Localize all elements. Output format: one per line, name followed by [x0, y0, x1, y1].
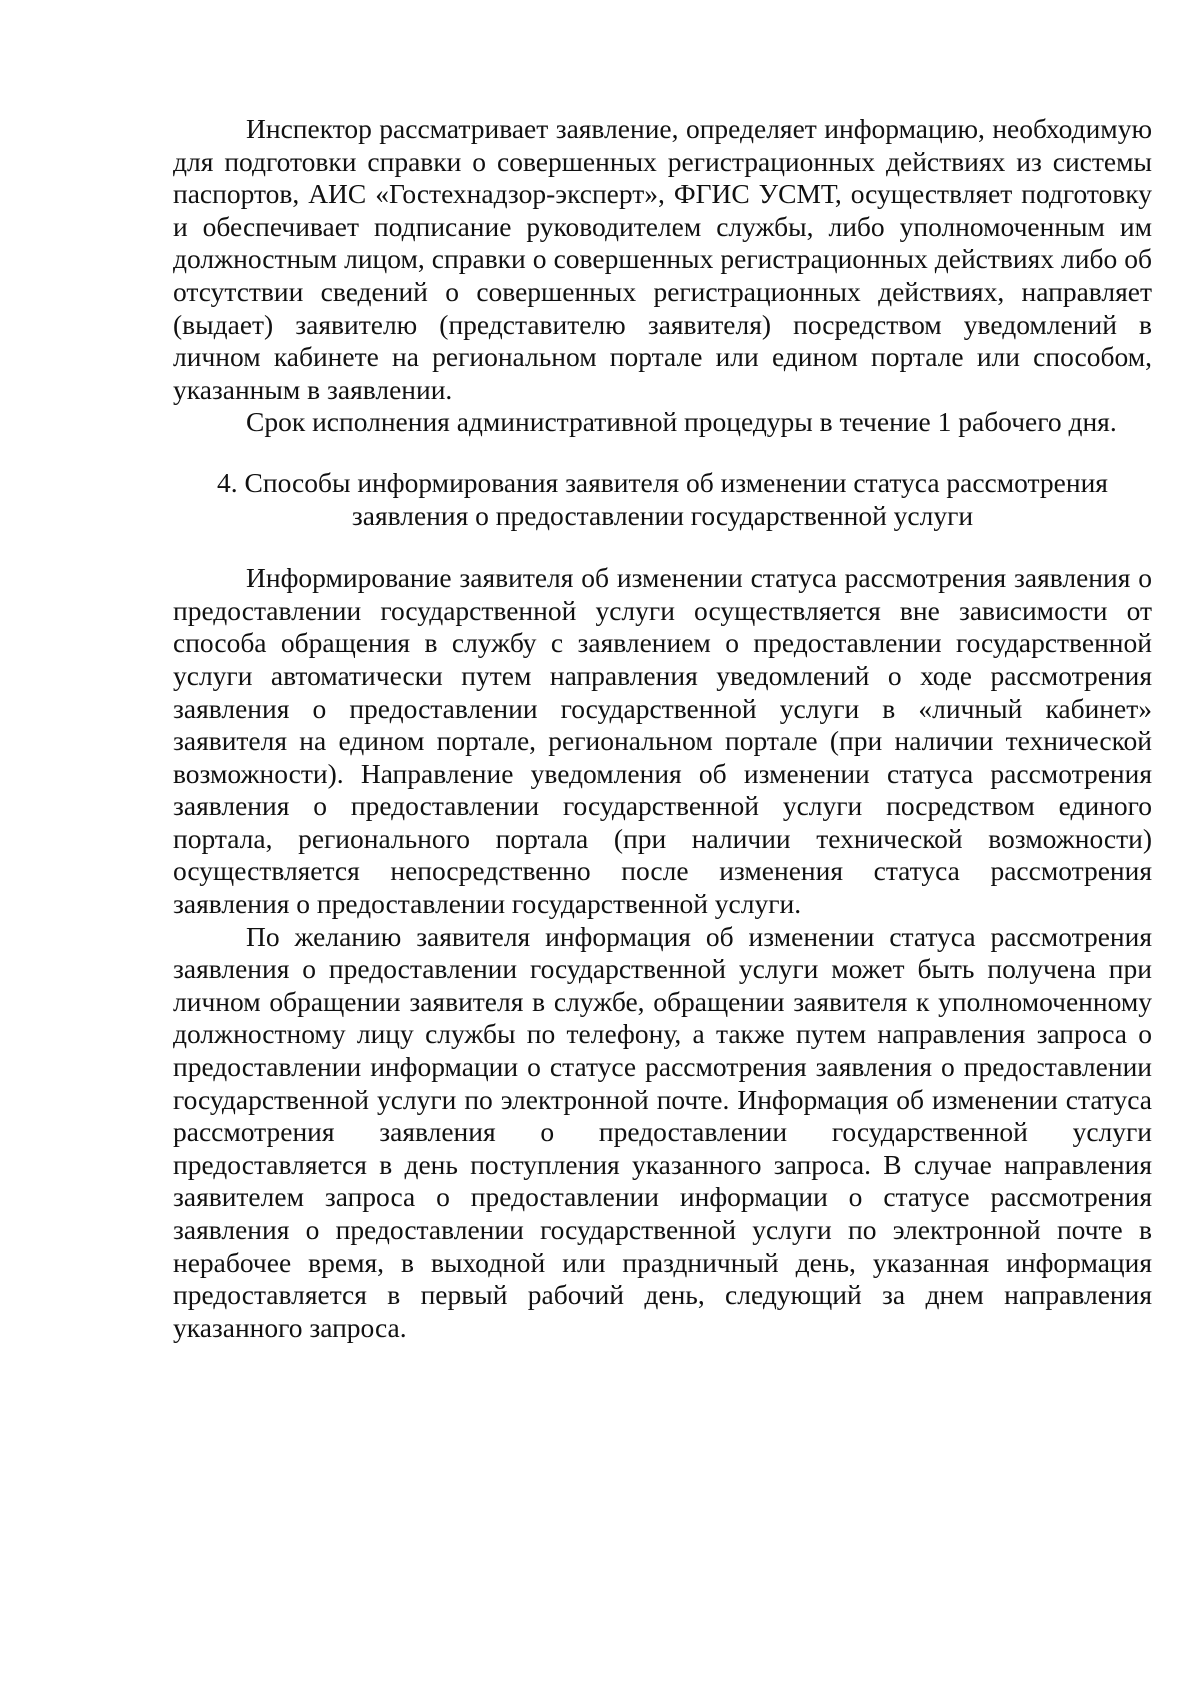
paragraph-notification-methods: Информирование заявителя об изменении статуса рассмотрения заявления о предоставлении государственной услуги осуществляется вне зависимости от способа обращения в службу с заявлением о предоставлении государственной услуги автоматически путем направления уведомлений о ходе рассмотрения заявления о предоставлении государственной услуги в «личный кабинет» заявителя на едином портале, региональном портале (при наличии технической возможности). Направление уведомления об изменении статуса рассмотрения заявления о предоставлении государственной услуги посредством единого портала, регионального портала (при наличии технической возможности) осуществляется непосредственно после изменения статуса рассмотрения заявления о предоставлении государственной услуги.: [173, 562, 1152, 920]
section-heading: [173, 467, 1152, 532]
paragraph-deadline: Срок исполнения административной процедуры в течение 1 рабочего дня.: [246, 406, 1117, 438]
paragraph-inspector-procedure: Инспектор рассматривает заявление, определяет информацию, необходимую для подготовки справки о совершенных регистрационных действиях из системы паспортов, АИС «Гостехнадзор-эксперт», ФГИС УСМТ, осуществляет подготовку и обеспечивает подписание руководителем службы, либо уполномоченным им должностным лицом, справки о совершенных регистрационных действиях либо об отсутствии сведений о совершенных регистрационных действиях, направляет (выдает) заявителю (представителю заявителя) посредством уведомлений в личном кабинете на региональном портале или едином портале или способом, указанным в заявлении.: [173, 113, 1152, 405]
paragraph-on-request-information: По желанию заявителя информация об изменении статуса рассмотрения заявления о предоставлении государственной услуги может быть получена при личном обращении заявителя в службе, обращении заявителя к уполномоченному должностному лицу службы по телефону, а также путем направления запроса о предоставлении информации о статусе рассмотрения заявления о предоставлении государственной услуги по электронной почте. Информация об изменении статуса рассмотрения заявления о предоставлении государственной услуги предоставляется в день поступления указанного запроса. В случае направления заявителем запроса о предоставлении информации о статусе рассмотрения заявления о предоставлении государственной услуги по электронной почте в нерабочее время, в выходной или праздничный день, указанная информация предоставляется в первый рабочий день, следующий за днем направления указанного запроса.: [173, 920, 1152, 1343]
document-page: [173, 113, 1152, 1344]
section-heading-line-1: 4. Способы информирования заявителя об изменении статуса рассмотрения: [217, 466, 1108, 498]
section-heading-line-2: заявления о предоставлении государственной услуги: [351, 499, 974, 531]
